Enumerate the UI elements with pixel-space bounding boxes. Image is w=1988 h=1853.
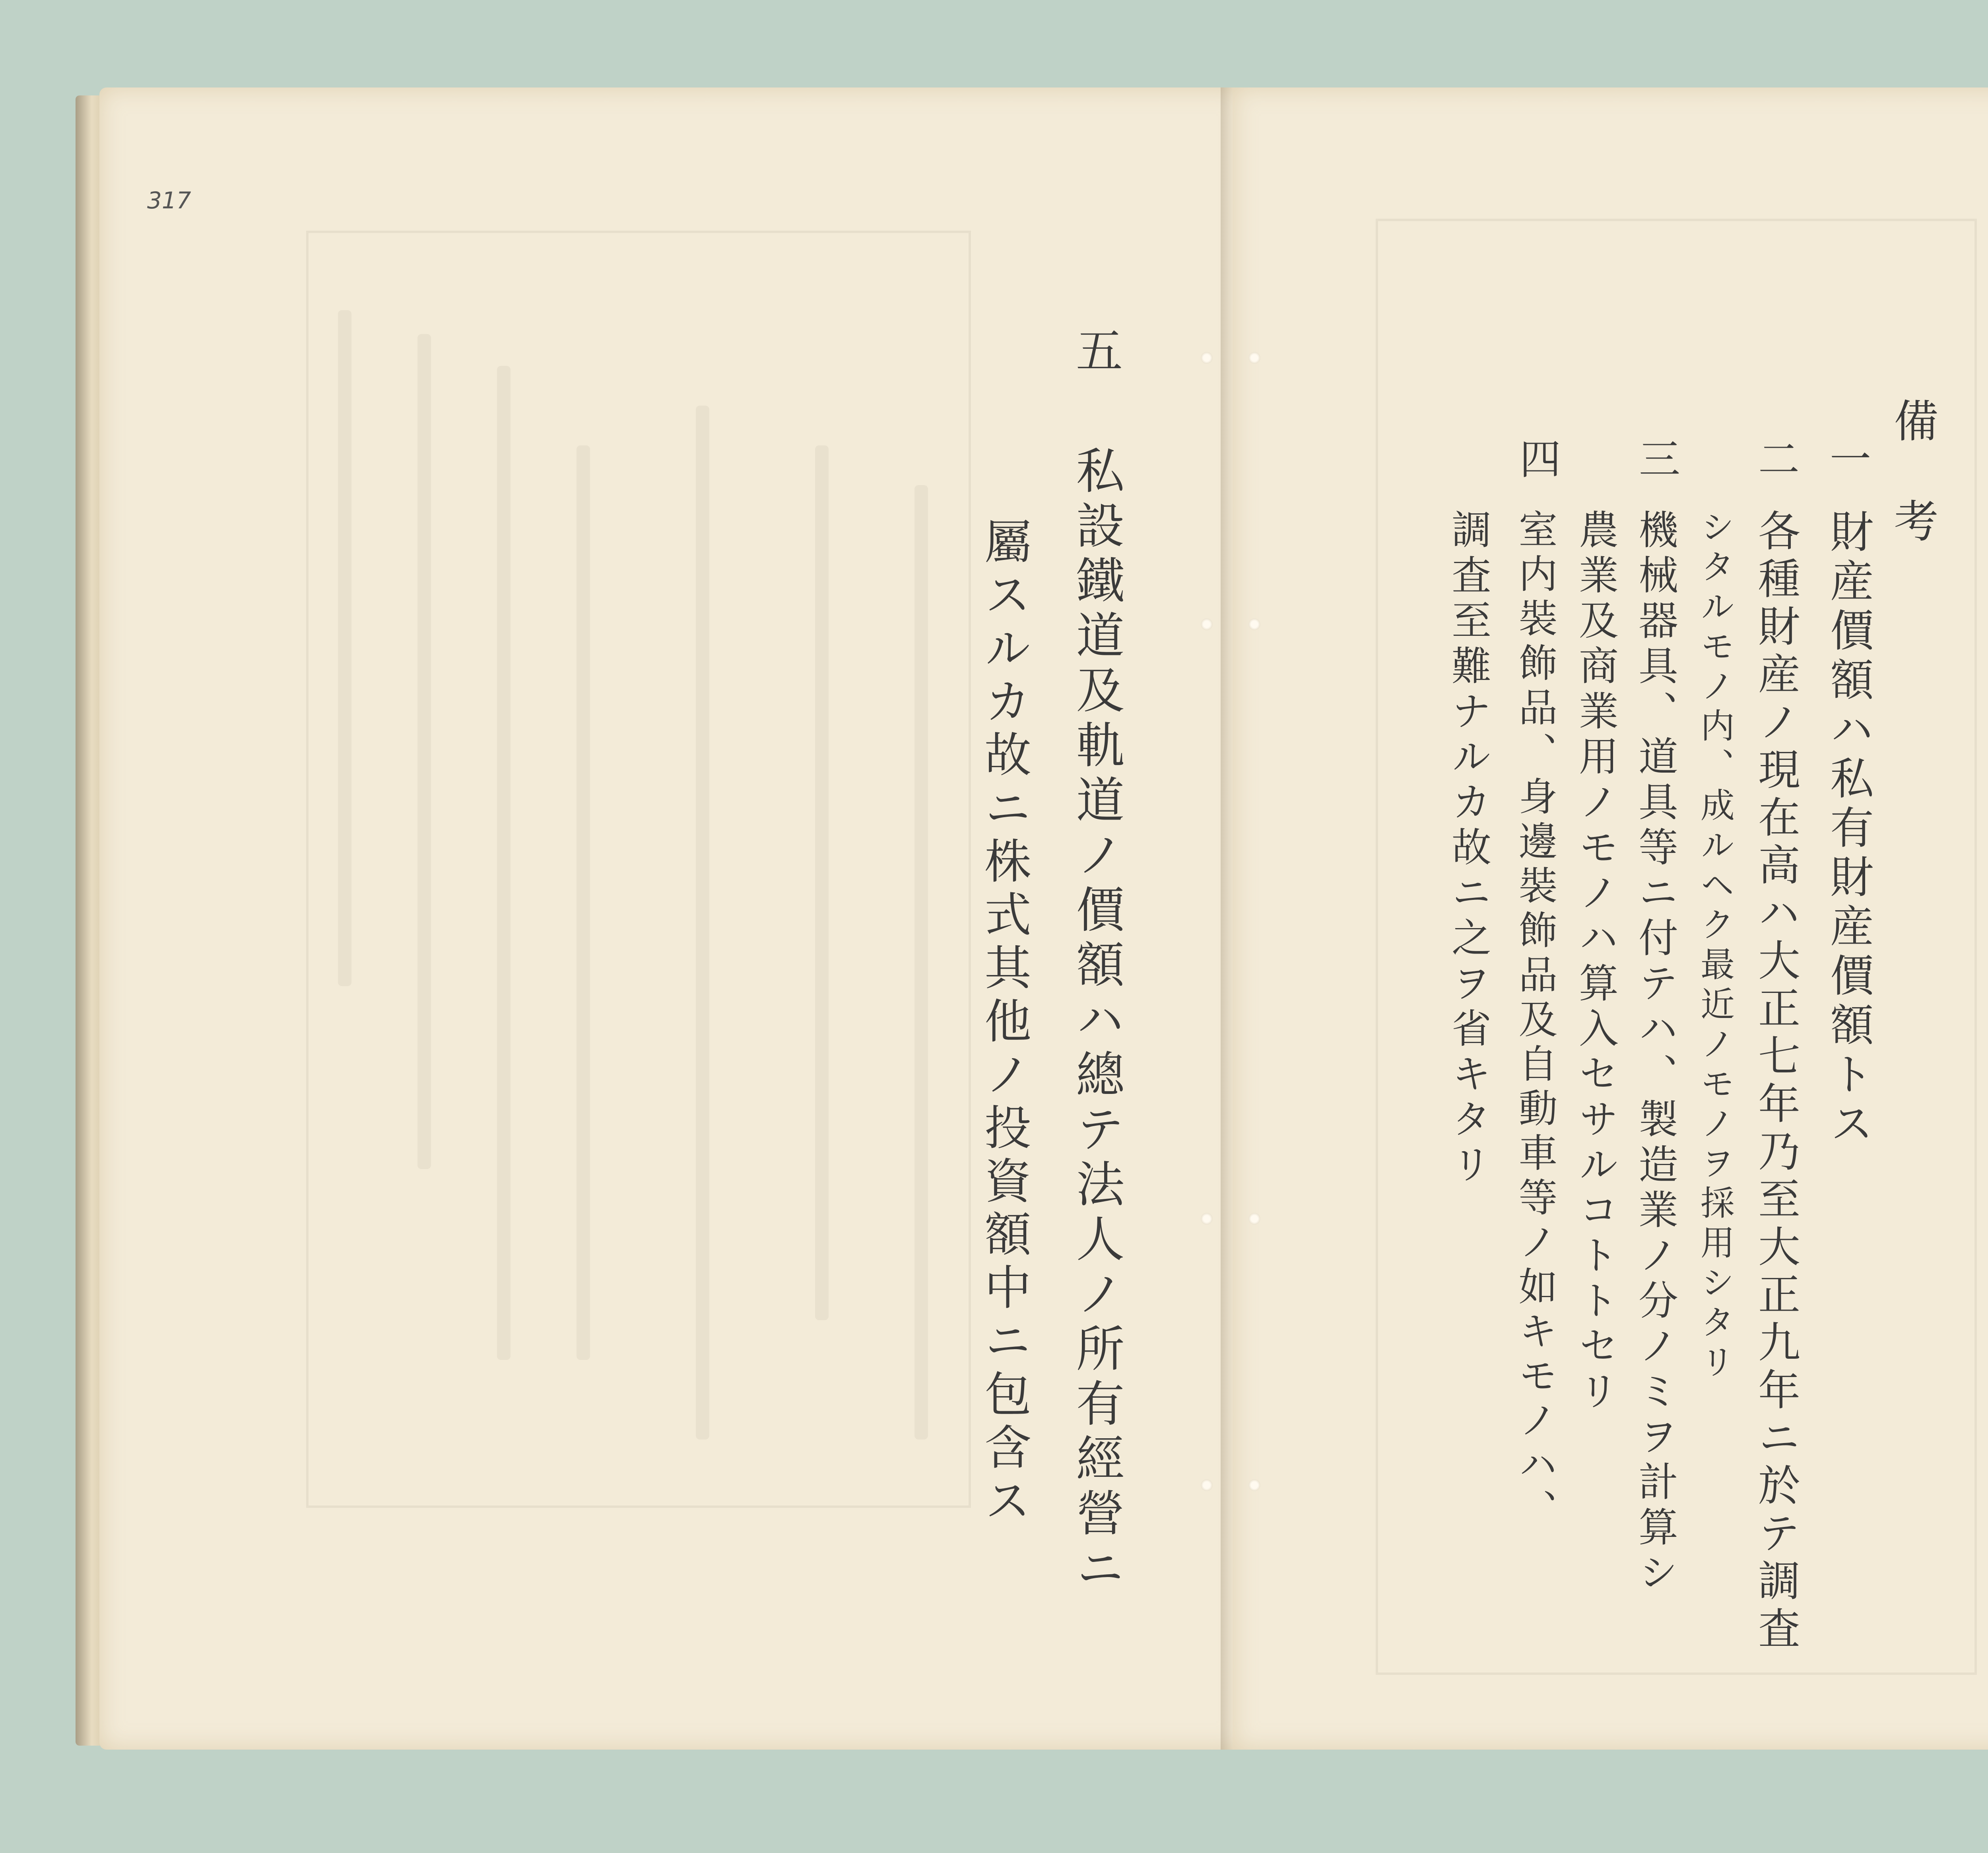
- note-text: 各種財産ノ現在高ハ大正七年乃至大正九年ニ於テ調査: [1751, 509, 1800, 1654]
- note-number: 二: [1751, 437, 1800, 484]
- left-page: [99, 87, 1244, 1750]
- binding-hole: [1248, 618, 1260, 630]
- binding-hole: [1201, 1479, 1213, 1491]
- note-text: 屬スルカ故ニ株式其他ノ投資額中ニ包含ス: [977, 517, 1031, 1529]
- bleed-through-mark: [497, 366, 511, 1360]
- bleed-through-mark: [696, 406, 709, 1439]
- note-text: 農業及商業用ノモノハ算入セサルコトトセリ: [1572, 509, 1619, 1416]
- note-number: 五: [1068, 326, 1123, 379]
- binding-hole: [1248, 1479, 1260, 1491]
- note-text: 室内裝飾品、身邊裝飾品及自動車等ノ如キモノハ、: [1512, 509, 1557, 1533]
- remarks-heading: 備 考: [1887, 398, 1938, 548]
- binding-hole: [1201, 1213, 1213, 1225]
- note-number: 三: [1632, 437, 1680, 484]
- open-book: [76, 80, 1988, 1754]
- page-number-left: 317: [147, 187, 191, 214]
- binding-hole: [1248, 352, 1260, 364]
- note-text: 機械器具、道具等ニ付テハ、製造業ノ分ノミヲ計算シ: [1632, 509, 1678, 1597]
- binding-hole: [1248, 1213, 1260, 1225]
- bleed-through-mark: [417, 334, 431, 1169]
- note-text: 私設鐵道及軌道ノ價額ハ總テ法人ノ所有經營ニ: [1068, 445, 1124, 1598]
- bleed-through-mark: [577, 445, 590, 1360]
- note-number: 四: [1512, 437, 1561, 484]
- right-page: [1233, 87, 1988, 1750]
- bleed-through-table: [306, 231, 971, 1508]
- note-text: シタルモノ内、成ルヘク最近ノモノヲ採用シタリ: [1695, 509, 1734, 1384]
- binding-hole: [1201, 618, 1213, 630]
- binding-hole: [1201, 352, 1213, 364]
- bleed-through-mark: [815, 445, 829, 1320]
- bleed-through-mark: [914, 485, 928, 1439]
- note-text: 財産價額ハ私有財産價額トス: [1823, 509, 1874, 1150]
- note-text: 調査至難ナルカ故ニ之ヲ省キタリ: [1445, 509, 1491, 1189]
- bleed-through-mark: [338, 310, 351, 986]
- note-number: 一: [1823, 437, 1871, 484]
